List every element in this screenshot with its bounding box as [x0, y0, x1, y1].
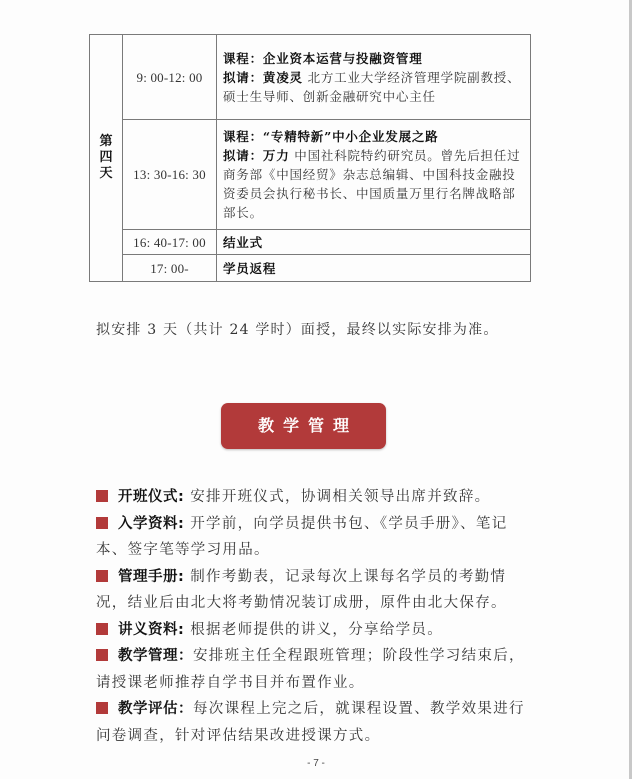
speaker-label: 拟请： [223, 148, 263, 163]
time-cell: 17: 00- [123, 255, 217, 282]
day-cell [90, 35, 123, 282]
time-cell: 9: 00-12: 00 [123, 35, 217, 120]
speaker-name: 万力 [262, 148, 290, 163]
table-row [90, 35, 531, 120]
item-label: 讲义资料: [118, 621, 185, 638]
course-line [223, 127, 526, 146]
list-item [96, 511, 536, 564]
speaker-label: 拟请： [223, 69, 263, 85]
item-label: 管理手册: [118, 568, 185, 585]
speaker-line [223, 146, 526, 222]
item-label: 入学资料: [118, 515, 185, 532]
day-char: 四 [99, 150, 113, 165]
table-row [90, 255, 531, 282]
course-line [223, 49, 526, 68]
section-title-teaching-management: 教学管理 [221, 403, 386, 449]
day-char: 第 [99, 134, 113, 149]
square-bullet-icon [96, 490, 108, 502]
square-bullet-icon [96, 702, 108, 714]
management-list [96, 484, 536, 749]
item-label: 开班仪式: [118, 489, 185, 505]
schedule-table [89, 34, 531, 282]
speaker-bio: 中国社科院特约研究员。曾先后担任过商务部《中国经贸》杂志总编辑、中国科技金融投资委员会执行秘书长、中国质量万里行名牌战略部部长。 [223, 148, 521, 220]
session-content [217, 120, 531, 230]
item-text: 根据老师提供的讲义，分享给学员。 [184, 621, 444, 638]
course-label: 课程： [223, 129, 263, 144]
table-row [90, 120, 531, 230]
square-bullet-icon [96, 517, 108, 529]
item-text: 制作考勤表，记录每次上课每名学员的考勤情况，结业后由北大将考勤情况装订成册，原件由北大保存。 [96, 568, 507, 611]
item-text: 安排班主任全程跟班管理；阶段性学习结束后，请授课老师推荐自学书目并布置作业。 [96, 648, 525, 691]
item-label: 教学管理： [118, 648, 193, 664]
schedule-note: 拟安排 3 天（共计 24 学时）面授，最终以实际安排为准。 [96, 322, 499, 338]
item-text: 每次课程上完之后，就课程设置、教学效果进行问卷调查，针对评估结果改进授课方式。 [96, 701, 525, 744]
session-content: 结业式 [217, 230, 531, 255]
square-bullet-icon [96, 570, 108, 582]
course-title: 企业资本运营与投融资管理 [262, 50, 423, 66]
square-bullet-icon [96, 649, 108, 661]
list-item [96, 643, 536, 696]
page-number: - 7 - [307, 758, 325, 769]
list-item [96, 696, 536, 749]
day-char: 天 [99, 166, 113, 181]
list-item [96, 617, 536, 644]
item-text: 开学前，向学员提供书包、《学员手册》、笔记本、签字笔等学习用品。 [96, 515, 508, 558]
list-item [96, 564, 536, 617]
speaker-name: 黄凌灵 [262, 69, 303, 85]
session-content: 学员返程 [217, 255, 531, 282]
item-label: 教学评估： [118, 701, 193, 717]
time-cell: 13: 30-16: 30 [123, 120, 217, 230]
speaker-line [223, 68, 526, 106]
speaker-bio: 北方工业大学经济管理学院副教授、硕士生导师、创新金融研究中心主任 [223, 69, 521, 104]
session-content [217, 35, 531, 120]
square-bullet-icon [96, 623, 108, 635]
course-label: 课程： [223, 50, 263, 66]
course-title: “专精特新”中小企业发展之路 [262, 129, 439, 144]
item-text: 安排开班仪式，协调相关领导出席并致辞。 [184, 489, 491, 505]
table-row [90, 230, 531, 255]
time-cell: 16: 40-17: 00 [123, 230, 217, 255]
list-item [96, 484, 536, 511]
